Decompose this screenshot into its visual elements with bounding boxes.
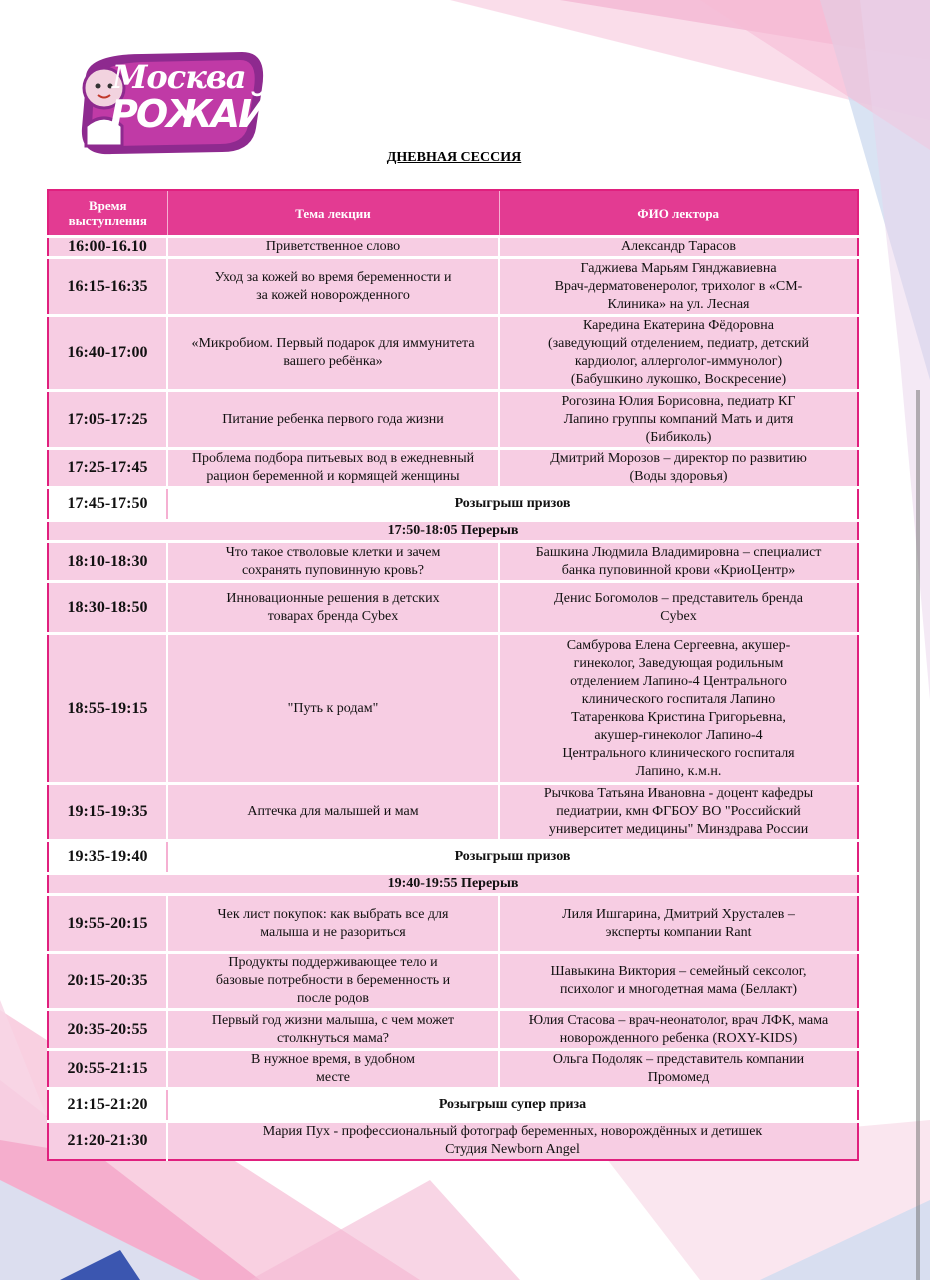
table-row bbox=[48, 542, 858, 582]
table-header-row bbox=[48, 190, 858, 237]
schedule-table bbox=[47, 189, 859, 1161]
lecturer-cell bbox=[499, 953, 858, 1010]
prize-row bbox=[48, 1089, 858, 1122]
lecturer-line: (заведующий отделением, педиатр, детский bbox=[547, 336, 810, 351]
topic-line: Чек лист покупок: как выбрать все для bbox=[217, 906, 449, 922]
lecturer-line: Центрального клинического госпиталя bbox=[562, 745, 795, 761]
lecturer-cell bbox=[499, 784, 858, 841]
logo-text-rozhai: РОЖАЙ bbox=[110, 92, 268, 136]
topic-line: Инновационные решения в детских bbox=[226, 590, 440, 606]
lecturer-line: акушер-гинеколог Лапино-4 bbox=[594, 727, 763, 743]
topic-cell bbox=[167, 1010, 499, 1050]
topic-line: вашего ребёнка» bbox=[283, 354, 383, 369]
table-row bbox=[48, 316, 858, 391]
table-row bbox=[48, 1122, 858, 1161]
topic-line: Питание ребенка первого года жизни bbox=[222, 411, 444, 427]
topic-line: Первый год жизни малыша, с чем может bbox=[211, 1012, 455, 1028]
time-cell: 20:55-21:15 bbox=[48, 1050, 167, 1089]
lecturer-line: (Бабушкино лукошко, Воскресение) bbox=[570, 372, 787, 387]
header-time bbox=[48, 190, 167, 237]
lecturer-line: Денис Богомолов – представитель бренда bbox=[554, 590, 803, 606]
time-cell: 19:35-19:40 bbox=[48, 841, 167, 874]
lecturer-line: Лапино, к.м.н. bbox=[635, 763, 722, 779]
topic-line: Уход за кожей во время беременности и bbox=[214, 269, 452, 285]
lecturer-line: отделением Лапино-4 Центрального bbox=[570, 673, 787, 689]
lecturer-line: университет медицины" Минздрава России bbox=[548, 822, 809, 837]
table-row bbox=[48, 391, 858, 449]
topic-line: Продукты поддерживающее тело и bbox=[228, 955, 438, 970]
time-cell: 18:30-18:50 bbox=[48, 582, 167, 634]
lecturer-line: банка пуповинной крови «КриоЦентр» bbox=[561, 562, 796, 578]
topic-line: "Путь к родам" bbox=[287, 700, 379, 716]
lecturer-line: Татаренкова Кристина Григорьевна, bbox=[571, 709, 786, 725]
topic-line: В нужное время, в удобном bbox=[251, 1052, 415, 1067]
lecturer-line: Юлия Стасова – врач-неонатолог, врач ЛФК, мама bbox=[528, 1012, 829, 1028]
header-time-line: выступления bbox=[68, 213, 147, 228]
lecturer-line: клинического госпиталя Лапино bbox=[581, 691, 776, 707]
prize-row bbox=[48, 841, 858, 874]
prize-draw-label: Розыгрыш призов bbox=[167, 488, 858, 521]
time-cell: 20:35-20:55 bbox=[48, 1010, 167, 1050]
topic-cell bbox=[167, 953, 499, 1010]
lecturer-line: Ольга Подоляк – представитель компании bbox=[552, 1052, 805, 1067]
topic-cell bbox=[167, 449, 499, 488]
lecturer-cell bbox=[499, 895, 858, 953]
brand-logo bbox=[72, 48, 272, 158]
time-cell: 18:55-19:15 bbox=[48, 634, 167, 784]
time-cell: 17:45-17:50 bbox=[48, 488, 167, 521]
topic-cell bbox=[167, 542, 499, 582]
topic-line: товарах бренда Cybex bbox=[267, 608, 399, 624]
time-cell: 21:20-21:30 bbox=[48, 1122, 167, 1161]
lecturer-cell bbox=[499, 582, 858, 634]
lecturer-cell bbox=[499, 1050, 858, 1089]
topic-cell bbox=[167, 582, 499, 634]
table-row bbox=[48, 634, 858, 784]
lecturer-line: Рычкова Татьяна Ивановна - доцент кафедры bbox=[543, 786, 814, 801]
time-cell: 20:15-20:35 bbox=[48, 953, 167, 1010]
lecturer-line: Башкина Людмила Владимировна – специалист bbox=[535, 544, 822, 560]
lecturer-line: Промомед bbox=[647, 1070, 710, 1085]
topic-cell bbox=[167, 1050, 499, 1089]
lecturer-line: Клиника» на ул. Лесная bbox=[607, 296, 750, 312]
wide-cell bbox=[167, 1122, 858, 1161]
time-cell: 18:10-18:30 bbox=[48, 542, 167, 582]
lecturer-line: Лиля Ишгарина, Дмитрий Хрусталев – bbox=[562, 906, 795, 922]
lecturer-line: Александр Тарасов bbox=[621, 239, 736, 254]
table-row bbox=[48, 1050, 858, 1089]
prize-draw-label: Розыгрыш супер приза bbox=[167, 1089, 858, 1122]
topic-line: «Микробиом. Первый подарок для иммунитета bbox=[191, 336, 475, 351]
lecturer-line: Гаджиева Марьям Гянджавиевна bbox=[580, 260, 777, 276]
topic-cell bbox=[167, 634, 499, 784]
lecturer-line: Врач-дерматовенеролог, трихолог в «СМ- bbox=[554, 278, 803, 294]
break-label: 19:40-19:55 Перерыв bbox=[48, 874, 858, 895]
table-row bbox=[48, 582, 858, 634]
lecturer-cell bbox=[499, 237, 858, 258]
topic-line: Аптечка для малышей и мам bbox=[247, 804, 419, 819]
table-row bbox=[48, 953, 858, 1010]
lecturer-cell bbox=[499, 634, 858, 784]
lecturer-cell bbox=[499, 1010, 858, 1050]
break-row bbox=[48, 874, 858, 895]
table-row bbox=[48, 449, 858, 488]
topic-line: Что такое стволовые клетки и зачем bbox=[225, 544, 441, 560]
table-row bbox=[48, 237, 858, 258]
lecturer-line: (Бибиколь) bbox=[645, 429, 712, 445]
lecturer-line: кардиолог, аллерголог-иммунолог) bbox=[574, 354, 783, 369]
lecturer-line: педиатрии, кмн ФГБОУ ВО "Российский bbox=[556, 804, 801, 819]
topic-cell bbox=[167, 316, 499, 391]
lecturer-cell bbox=[499, 391, 858, 449]
lecturer-cell bbox=[499, 542, 858, 582]
topic-cell bbox=[167, 895, 499, 953]
time-cell: 19:15-19:35 bbox=[48, 784, 167, 841]
table-row bbox=[48, 258, 858, 316]
lecturer-cell bbox=[499, 258, 858, 316]
lecturer-line: эксперты компании Rant bbox=[605, 924, 752, 940]
session-title: ДНЕВНАЯ СЕССИЯ bbox=[386, 150, 522, 165]
lecturer-line: психолог и многодетная мама (Беллакт) bbox=[559, 982, 798, 997]
time-cell: 17:05-17:25 bbox=[48, 391, 167, 449]
time-cell: 19:55-20:15 bbox=[48, 895, 167, 953]
topic-cell bbox=[167, 784, 499, 841]
time-cell: 16:40-17:00 bbox=[48, 316, 167, 391]
topic-line: Приветственное слово bbox=[265, 239, 401, 254]
header-topic: Тема лекции bbox=[167, 190, 499, 237]
lecturer-cell bbox=[499, 449, 858, 488]
topic-line: Проблема подбора питьевых вод в ежедневный bbox=[191, 451, 475, 466]
topic-line: базовые потребности в беременность и bbox=[215, 973, 451, 988]
lecturer-line: новорожденного ребенка (ROXY-KIDS) bbox=[559, 1030, 798, 1046]
lecturer-line: Самбурова Елена Сергеевна, акушер- bbox=[566, 637, 791, 653]
lecturer-line: Дмитрий Морозов – директор по развитию bbox=[550, 451, 807, 466]
lecturer-line: Шавыкина Виктория – семейный сексолог, bbox=[550, 964, 807, 979]
break-label: 17:50-18:05 Перерыв bbox=[48, 521, 858, 542]
time-cell: 16:00-16.10 bbox=[48, 237, 167, 258]
topic-cell bbox=[167, 258, 499, 316]
table-row bbox=[48, 1010, 858, 1050]
schedule-body bbox=[48, 237, 858, 1161]
topic-line: малыша и не разориться bbox=[260, 924, 406, 940]
lecturer-line: Карединa Екатерина Фёдоровна bbox=[583, 318, 774, 333]
time-cell: 21:15-21:20 bbox=[48, 1089, 167, 1122]
topic-line: за кожей новорожденного bbox=[256, 287, 410, 303]
topic-line: после родов bbox=[296, 991, 370, 1006]
wide-line: Мария Пух - профессиональный фотограф беременных, новорождённых и детишек bbox=[262, 1124, 763, 1139]
lecturer-line: гинеколог, Заведующая родильным bbox=[573, 655, 784, 671]
lecturer-cell bbox=[499, 316, 858, 391]
topic-line: рацион беременной и кормящей женщины bbox=[206, 469, 460, 484]
lecturer-line: Рогозина Юлия Борисовна, педиатр КГ bbox=[561, 393, 796, 409]
table-row bbox=[48, 784, 858, 841]
topic-line: сохранять пуповинную кровь? bbox=[241, 562, 425, 578]
header-lecturer: ФИО лектора bbox=[499, 190, 858, 237]
lecturer-line: Cybex bbox=[660, 608, 697, 624]
prize-draw-label: Розыгрыш призов bbox=[167, 841, 858, 874]
lecturer-line: (Воды здоровья) bbox=[629, 469, 728, 484]
break-row bbox=[48, 521, 858, 542]
header-time-line: Время bbox=[88, 198, 127, 213]
topic-line: столкнуться мама? bbox=[276, 1030, 390, 1046]
topic-cell bbox=[167, 237, 499, 258]
prize-row bbox=[48, 488, 858, 521]
topic-line: месте bbox=[316, 1070, 350, 1085]
time-cell: 17:25-17:45 bbox=[48, 449, 167, 488]
time-cell: 16:15-16:35 bbox=[48, 258, 167, 316]
logo-text-moskva: Москва bbox=[112, 58, 246, 96]
table-row bbox=[48, 895, 858, 953]
wide-line: Студия Newborn Angel bbox=[445, 1142, 580, 1157]
topic-cell bbox=[167, 391, 499, 449]
lecturer-line: Лапино группы компаний Мать и дитя bbox=[563, 411, 794, 427]
